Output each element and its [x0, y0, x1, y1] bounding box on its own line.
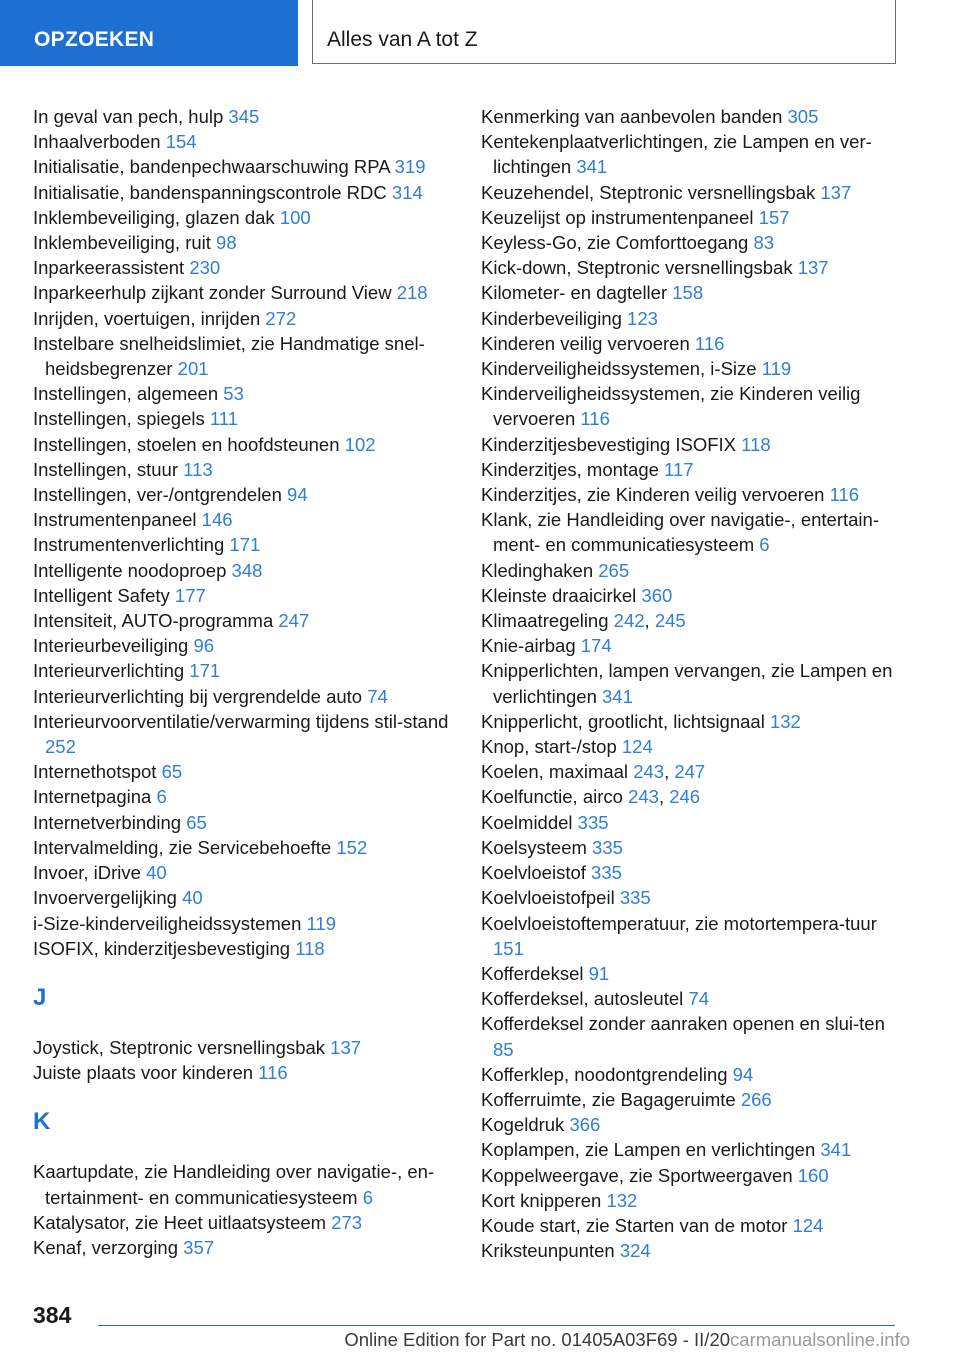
index-entry-term: Kofferdeksel: [481, 962, 584, 984]
page-reference-link[interactable]: 345: [228, 106, 260, 127]
index-entry: [481, 356, 901, 381]
index-entry-term: Kinderveiligheidssystemen, i-Size: [481, 358, 757, 380]
page-reference-link[interactable]: 252: [45, 736, 76, 758]
index-entry: [481, 381, 901, 431]
index-entry: [481, 1188, 901, 1213]
page-reference-link[interactable]: 247: [674, 761, 706, 783]
index-entry: [33, 709, 453, 759]
index-entry-term: Kriksteunpunten: [481, 1240, 615, 1262]
page-reference-link[interactable]: 116: [258, 1062, 288, 1084]
page-reference-link[interactable]: 132: [606, 1189, 638, 1211]
index-entry: [33, 180, 453, 205]
index-entry-term: Inklembeveiliging, ruit: [33, 232, 211, 254]
page-reference-link[interactable]: 123: [627, 307, 658, 329]
index-entry: [481, 432, 901, 457]
index-entry-term: Kofferklep, noodontgrendeling: [481, 1063, 728, 1085]
index-entry: [33, 280, 453, 305]
index-entry: [481, 1213, 901, 1238]
index-entry: [33, 154, 453, 179]
index-entry-term: Kofferdeksel zonder aanraken openen en slui-ten: [481, 1013, 885, 1035]
page-reference-link[interactable]: 218: [396, 282, 428, 304]
page-reference-link[interactable]: 152: [336, 836, 368, 858]
index-entry: [33, 104, 453, 129]
page-reference-link[interactable]: 74: [367, 685, 388, 707]
page-reference-link[interactable]: 154: [165, 131, 197, 153]
index-entry-term: Koelen, maximaal: [481, 761, 629, 783]
page-reference-link[interactable]: 201: [177, 358, 209, 380]
index-entry-term: Instrumentenpaneel: [33, 509, 197, 531]
page-reference-link[interactable]: 119: [306, 912, 336, 934]
index-entry: [33, 457, 453, 482]
index-entry: [33, 936, 453, 961]
index-entry-term: Interieurbeveiliging: [33, 635, 189, 657]
page-reference-link[interactable]: 124: [792, 1214, 824, 1236]
index-entry-term: Kinderen veilig vervoeren: [481, 332, 690, 354]
footer-divider: [98, 1325, 895, 1326]
index-entry-term: Kinderzitjes, montage: [481, 458, 659, 480]
page-reference-link[interactable]: 137: [797, 257, 829, 279]
page-reference-link[interactable]: 102: [344, 433, 376, 455]
index-entry-term: Instellingen, ver-/ontgrendelen: [33, 484, 282, 506]
page-reference-link[interactable]: 65: [161, 761, 183, 783]
index-entry-term: Keuzelijst op instrumentenpaneel: [481, 206, 754, 228]
index-entry-term: Initialisatie, bandenpechwaarschuwing RPA: [33, 156, 390, 178]
page-reference-link[interactable]: 6: [759, 534, 770, 556]
index-entry-term: Kinderzitjesbevestiging ISOFIX: [481, 433, 737, 455]
index-entry-term: Klank, zie Handleiding over navigatie-, entertain-ment- en communicatiesysteem: [481, 509, 879, 556]
index-entry-term: Koplampen, zie Lampen en verlichtingen: [481, 1139, 816, 1161]
index-entry: [481, 885, 901, 910]
index-entry: [33, 255, 453, 280]
page-reference-link[interactable]: 171: [229, 534, 261, 556]
index-entry: [33, 532, 453, 557]
index-entry: [33, 1035, 453, 1060]
index-entry-term: Koelvloeistof: [481, 862, 586, 884]
page-reference-link[interactable]: 85: [493, 1038, 514, 1060]
page-reference-link[interactable]: 40: [146, 862, 167, 884]
page-reference-link[interactable]: 305: [787, 106, 819, 127]
page-reference-link[interactable]: 118: [295, 937, 325, 959]
page-reference-link[interactable]: 314: [391, 181, 423, 203]
index-entry-term: Instellingen, spiegels: [33, 408, 205, 430]
index-entry-term: Kinderzitjes, zie Kinderen veilig vervoeren: [481, 484, 825, 506]
index-entry-term: Knie-airbag: [481, 635, 576, 657]
page-reference-link[interactable]: 324: [619, 1240, 651, 1262]
index-column-right: [481, 104, 901, 1263]
index-entry-term: Instrumentenverlichting: [33, 534, 225, 556]
index-entry-term: Inrijden, voertuigen, inrijden: [33, 307, 261, 329]
index-entry: [33, 583, 453, 608]
index-entry-term: Katalysator, zie Heet uitlaatsysteem: [33, 1211, 327, 1233]
page-reference-link[interactable]: 171: [189, 660, 221, 682]
page-reference-link[interactable]: 243: [633, 761, 665, 783]
index-entry-term: Inparkeerassistent: [33, 257, 185, 279]
index-entry-term: Keyless-Go, zie Comforttoegang: [481, 232, 749, 254]
index-entry-term: Initialisatie, bandenspanningscontrole RDC: [33, 181, 387, 203]
index-entry-term: Instellingen, stuur: [33, 458, 179, 480]
index-entry: [481, 1238, 901, 1263]
index-entry: Koelen, maximaal 243, 247: [481, 761, 706, 783]
page-reference-link[interactable]: 335: [591, 862, 622, 884]
index-entry-term: Interieurverlichting: [33, 660, 185, 682]
page-reference-link[interactable]: 137: [330, 1036, 362, 1058]
page-reference-link[interactable]: 335: [592, 836, 623, 858]
index-entry-term: In geval van pech, hulp: [33, 106, 224, 127]
index-entry: [33, 432, 453, 457]
index-entry: [33, 558, 453, 583]
page-reference-link[interactable]: 360: [641, 584, 673, 606]
index-entry-term: Kledinghaken: [481, 559, 594, 581]
index-entry-term: Kort knipperen: [481, 1189, 602, 1211]
page-reference-link[interactable]: 113: [183, 458, 213, 480]
edition-text: Online Edition for Part no. 01405A03F69 - II/20: [344, 1329, 731, 1350]
page-reference-link[interactable]: 96: [193, 635, 215, 657]
index-entry-term: Invoer, iDrive: [33, 862, 141, 884]
index-entry-term: Koelvloeistoftemperatuur, zie motortempera-tuur: [481, 912, 877, 934]
index-column-left: [33, 104, 453, 1260]
index-entry-term: Kinderveiligheidssystemen, zie Kinderen veilig vervoeren: [481, 383, 861, 430]
index-entry: [33, 885, 453, 910]
page-reference-link[interactable]: 160: [797, 1164, 829, 1186]
watermark-text: carmanualsonline.info: [730, 1329, 910, 1350]
page-header: [0, 0, 960, 66]
page-reference-link[interactable]: 341: [602, 685, 633, 707]
page-reference-link[interactable]: 272: [265, 307, 297, 329]
index-entry: [481, 810, 901, 835]
page-reference-link[interactable]: 6: [156, 786, 167, 808]
index-entry: [481, 1163, 901, 1188]
index-letter-heading: J: [33, 983, 47, 1011]
page-reference-link[interactable]: 177: [174, 584, 206, 606]
index-entry: [481, 180, 901, 205]
page-reference-link[interactable]: 94: [732, 1063, 754, 1085]
page-number: 384: [33, 1302, 72, 1328]
page-reference-link[interactable]: 246: [669, 786, 701, 808]
index-entry-term: ISOFIX, kinderzitjesbevestiging: [33, 937, 291, 959]
page-reference-link[interactable]: 74: [688, 988, 709, 1010]
index-entry-term: Intelligent Safety: [33, 584, 170, 606]
index-entry: [481, 255, 901, 280]
index-entry: [481, 911, 901, 961]
page-reference-link[interactable]: 98: [216, 232, 237, 254]
page-reference-link[interactable]: 83: [753, 232, 775, 254]
page-reference-link[interactable]: 273: [331, 1211, 363, 1233]
index-entry: [33, 381, 453, 406]
page-reference-link[interactable]: 116: [694, 332, 725, 354]
index-entry: [33, 658, 453, 683]
index-entry: [481, 230, 901, 255]
index-entry: [481, 331, 901, 356]
index-entry: [33, 860, 453, 885]
index-entry: [481, 129, 901, 179]
index-entry-term: Koude start, zie Starten van de motor: [481, 1214, 788, 1236]
index-entry: [33, 1060, 453, 1085]
index-entry-term: Inparkeerhulp zijkant zonder Surround View: [33, 282, 392, 304]
page-reference-link[interactable]: 132: [769, 710, 801, 732]
index-entry-term: Interieurvoorventilatie/verwarming tijdens stil-stand: [33, 710, 449, 732]
index-entry: [33, 911, 453, 936]
index-entry: [481, 205, 901, 230]
index-entry: [481, 558, 901, 583]
page-reference-link[interactable]: 230: [189, 257, 221, 279]
page-reference-link[interactable]: 116: [829, 484, 860, 506]
index-entry: [33, 608, 453, 633]
section-title: Alles van A tot Z: [312, 0, 896, 64]
page-reference-link[interactable]: 341: [820, 1139, 852, 1161]
page-reference-link[interactable]: 335: [619, 887, 651, 909]
index-entry-term: Kleinste draaicirkel: [481, 584, 637, 606]
index-entry: [481, 658, 901, 708]
page-reference-link[interactable]: 124: [621, 736, 653, 758]
index-entry: [33, 759, 453, 784]
index-entry-term: Klimaatregeling: [481, 610, 609, 632]
index-entry: [33, 230, 453, 255]
page-reference-link[interactable]: 357: [183, 1236, 215, 1258]
index-entry-term: Invoervergelijking: [33, 887, 177, 909]
index-entry-term: Kogeldruk: [481, 1114, 565, 1136]
index-entry-term: Juiste plaats voor kinderen: [33, 1062, 254, 1084]
page-reference-link[interactable]: 348: [231, 559, 263, 581]
index-entry: [33, 1235, 453, 1260]
page-reference-link[interactable]: 245: [654, 610, 686, 632]
index-entry: [481, 1112, 901, 1137]
index-entry: [481, 709, 901, 734]
index-entry-term: Kofferdeksel, autosleutel: [481, 988, 684, 1010]
index-entry-term: Intelligente noodoproep: [33, 559, 227, 581]
page-reference-link[interactable]: 6: [362, 1186, 374, 1208]
page-reference-link[interactable]: 151: [493, 937, 524, 959]
index-entry: [481, 734, 901, 759]
index-entry: [481, 583, 901, 608]
page-reference-link[interactable]: 137: [820, 181, 852, 203]
index-entry-term: Knop, start-/stop: [481, 736, 617, 758]
page-reference-link[interactable]: 53: [223, 383, 244, 405]
index-entry-term: Inhaalverboden: [33, 131, 161, 153]
page-reference-link[interactable]: 117: [664, 458, 694, 480]
page-reference-link[interactable]: 111: [209, 408, 239, 430]
page-reference-link[interactable]: 247: [278, 610, 310, 632]
page-reference-link[interactable]: 100: [279, 206, 311, 228]
index-entry: [481, 1062, 901, 1087]
index-entry: [33, 784, 453, 809]
index-entry: Klimaatregeling 242, 245: [481, 610, 686, 632]
index-entry-term: Interieurverlichting bij vergrendelde auto: [33, 685, 363, 707]
page-reference-link[interactable]: 91: [588, 962, 610, 984]
index-entry: [33, 507, 453, 532]
index-entry: [481, 306, 901, 331]
index-entry-term: Intensiteit, AUTO-programma: [33, 610, 274, 632]
index-entry-term: Kenaf, verzorging: [33, 1236, 179, 1258]
index-entry-term: Instellingen, stoelen en hoofdsteunen: [33, 433, 340, 455]
index-entry-term: Kick-down, Steptronic versnellingsbak: [481, 257, 793, 279]
page-reference-link[interactable]: 335: [577, 811, 609, 833]
page-reference-link[interactable]: 94: [287, 484, 308, 506]
index-letter-heading: K: [33, 1108, 51, 1136]
index-entry-term: Koelsysteem: [481, 836, 587, 858]
index-entry-term: Kentekenplaatverlichtingen, zie Lampen en ver-lichtingen: [481, 131, 872, 178]
index-entry: [33, 633, 453, 658]
index-entry-term: Koppelweergave, zie Sportweergaven: [481, 1164, 793, 1186]
index-entry: [33, 1210, 453, 1235]
page-reference-link[interactable]: 119: [761, 358, 792, 380]
index-entry: Koelfunctie, airco 243, 246: [481, 786, 701, 808]
index-entry: [33, 129, 453, 154]
index-entry: [481, 835, 901, 860]
index-entry-term: Inklembeveiliging, glazen dak: [33, 206, 275, 228]
index-entry: [481, 482, 901, 507]
section-tab: OPZOEKEN: [0, 0, 298, 66]
page-reference-link[interactable]: 243: [628, 786, 659, 808]
index-entry: [481, 961, 901, 986]
page-reference-link[interactable]: 265: [598, 559, 630, 581]
index-entry: [33, 331, 453, 381]
index-entry-term: Keuzehendel, Steptronic versnellingsbak: [481, 181, 816, 203]
index-entry-term: i-Size-kinderveiligheidssystemen: [33, 912, 302, 934]
index-entry: [481, 633, 901, 658]
index-entry-term: Kenmerking van aanbevolen banden: [481, 106, 783, 127]
index-entry-term: Knipperlichten, lampen vervangen, zie Lampen en verlichtingen: [481, 660, 893, 707]
page-reference-link[interactable]: 266: [740, 1088, 772, 1110]
index-entry-term: Instelbare snelheidslimiet, zie Handmatige snel-heidsbegrenzer: [33, 332, 425, 380]
index-entry-term: Knipperlicht, grootlicht, lichtsignaal: [481, 710, 765, 732]
page-reference-link[interactable]: 40: [182, 887, 203, 909]
index-entry: [33, 835, 453, 860]
index-entry: [33, 482, 453, 507]
index-entry-term: Kinderbeveiliging: [481, 307, 622, 329]
index-entry-term: Intervalmelding, zie Servicebehoefte: [33, 836, 332, 858]
index-entry: [481, 986, 901, 1011]
page-reference-link[interactable]: 174: [580, 635, 612, 657]
index-entry-term: Kofferruimte, zie Bagageruimte: [481, 1088, 736, 1110]
index-entry: [481, 1137, 901, 1162]
index-entry: [33, 810, 453, 835]
index-entry: [481, 457, 901, 482]
index-entry-term: Koelmiddel: [481, 811, 573, 833]
index-entry: [481, 280, 901, 305]
page-reference-link[interactable]: 341: [576, 156, 608, 178]
index-entry-term: Instellingen, algemeen: [33, 383, 219, 405]
page-reference-link[interactable]: 118: [741, 433, 771, 455]
index-entry: [481, 104, 901, 129]
page-reference-link[interactable]: 242: [613, 610, 645, 632]
index-entry: [481, 1087, 901, 1112]
index-entry-term: Kilometer- en dagteller: [481, 282, 668, 304]
footer-edition: [300, 1329, 910, 1351]
page-reference-link[interactable]: 366: [569, 1114, 601, 1136]
index-entry: [33, 306, 453, 331]
index-entry-term: Kaartupdate, zie Handleiding over navigatie-, en-tertainment- en communicatiesysteem: [33, 1161, 435, 1208]
index-entry: [33, 684, 453, 709]
index-entry: [33, 205, 453, 230]
index-entry: [481, 860, 901, 885]
page-reference-link[interactable]: 158: [672, 282, 704, 304]
index-entry-term: Koelfunctie, airco: [481, 786, 623, 808]
index-entry: [33, 1159, 453, 1209]
index-entry-term: Internetverbinding: [33, 811, 182, 833]
page-reference-link[interactable]: 116: [580, 408, 610, 430]
page-reference-link[interactable]: 157: [758, 206, 790, 228]
index-entry: [33, 406, 453, 431]
page-reference-link[interactable]: 65: [186, 811, 207, 833]
page-reference-link[interactable]: 319: [394, 156, 426, 178]
index-entry-term: Internetpagina: [33, 786, 152, 808]
index-entry-term: Internethotspot: [33, 761, 157, 783]
page-reference-link[interactable]: 146: [201, 509, 233, 531]
index-entry: [481, 507, 901, 557]
index-entry: [481, 1011, 901, 1061]
index-entry-term: Koelvloeistofpeil: [481, 887, 615, 909]
index-entry-term: Joystick, Steptronic versnellingsbak: [33, 1036, 326, 1058]
